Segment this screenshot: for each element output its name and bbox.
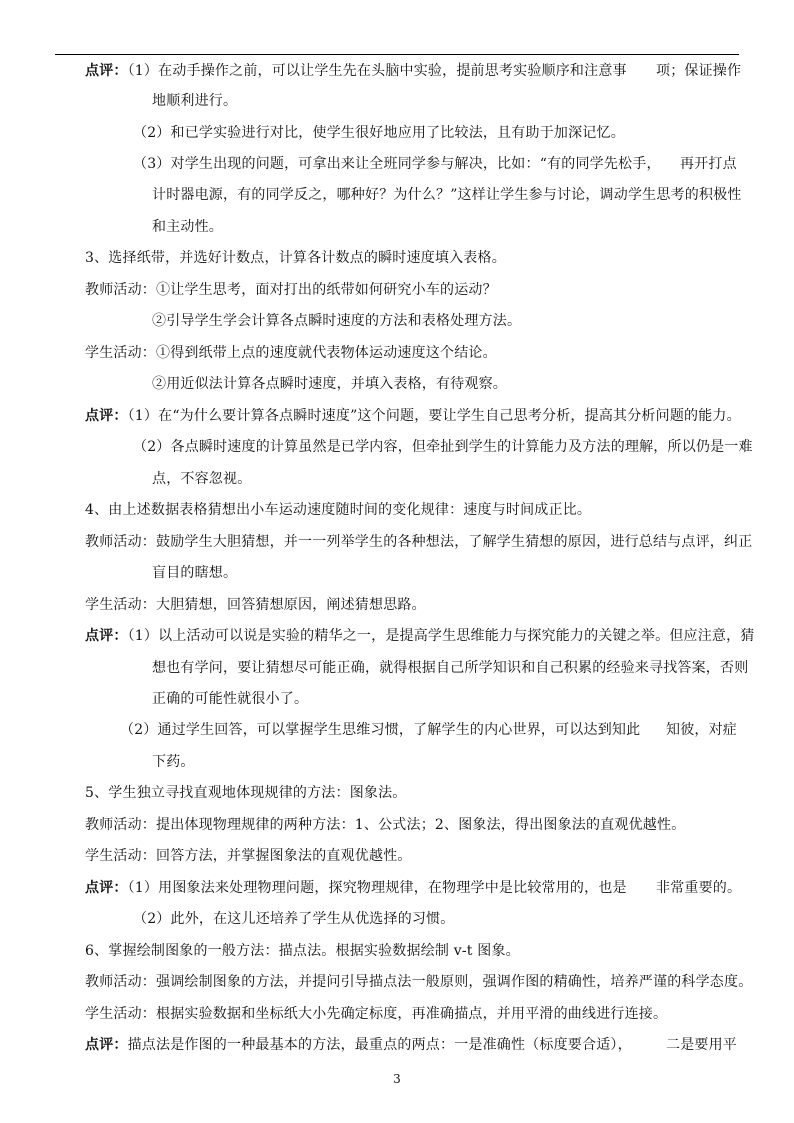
comment-label: 点评：	[85, 880, 128, 896]
text-line	[133, 124, 625, 142]
line-text: （2）和已学实验进行对比，使学生很好地应用了比较法，且有助于加深记忆。	[133, 125, 625, 141]
line-text: （1）用图象法来处理物理问题，探究物理规律，在物理学中是比较常用的，也是	[127, 880, 627, 896]
text-line	[120, 721, 640, 739]
comment-label: 点评：	[85, 628, 128, 644]
line-text: 4、由上述数据表格猜想出小车运动速度随时间的变化规律：速度与时间成正比。	[85, 502, 592, 518]
text-line	[85, 533, 752, 551]
comment-label: 点评：	[85, 408, 128, 424]
line-text: 描点法是作图的一种最基本的方法，最重点的两点：一是准确性（标度要合适），	[127, 1037, 632, 1053]
text-line	[85, 281, 497, 299]
line-text: 和主动性。	[152, 219, 223, 235]
line-text: 学生活动：大胆猜想，回答猜想原因，阐述猜想思路。	[85, 597, 426, 613]
text-line	[152, 218, 223, 236]
text-line	[85, 596, 426, 614]
text-line	[85, 879, 627, 897]
line-text-tail: 项；保证操作	[656, 63, 742, 79]
line-text: 计时器电源，有的同学反之，哪种好？为什么？”这样让学生参与讨论，调动学生思考的积极性	[152, 187, 742, 203]
text-line	[85, 249, 506, 267]
text-line	[152, 564, 237, 582]
line-text: ②用近似法计算各点瞬时速度，并填入表格，有待观察。	[152, 376, 507, 392]
line-text: 学生活动：①得到纸带上点的速度就代表物体运动速度这个结论。	[85, 345, 497, 361]
text-line	[85, 407, 741, 425]
line-text: （3）对学生出现的问题，可拿出来让全班同学参与解决，比如：“有的同学先松手，	[133, 156, 661, 172]
text-line	[85, 344, 497, 362]
text-line	[152, 375, 507, 393]
text-line	[85, 1036, 632, 1054]
line-text: （1）以上活动可以说是实验的精华之一，是提高学生思维能力与探究能力的关键之举。但应注意，猜	[127, 628, 755, 644]
line-text: 下药。	[152, 754, 195, 770]
text-line	[152, 659, 748, 677]
line-text: （1）在“为什么要计算各点瞬时速度”这个问题，要让学生自己思考分析，提高其分析问题的能力。	[127, 408, 741, 424]
line-text: 正确的可能性就很小了。	[152, 691, 309, 707]
line-text: （2）各点瞬时速度的计算虽然是已学内容，但牵扯到学生的计算能力及方法的理解，所以仍是一难	[133, 439, 753, 455]
text-line	[133, 155, 661, 173]
line-text: 教师活动：①让学生思考，面对打出的纸带如何研究小车的运动？	[85, 282, 497, 298]
text-line	[152, 92, 237, 110]
line-text: 6、掌握绘制图象的一般方法：描点法。根据实验数据绘制 v-t 图象。	[85, 943, 520, 959]
text-line	[85, 847, 412, 865]
line-text: 点，不容忽视。	[152, 471, 252, 487]
text-line	[152, 312, 521, 330]
text-line	[85, 62, 627, 80]
comment-label: 点评：	[85, 1037, 128, 1053]
page-number: 3	[393, 1072, 401, 1086]
text-line	[133, 438, 753, 456]
text-line	[152, 470, 251, 488]
line-text-tail: 再开打点	[680, 156, 737, 172]
line-text: 想也有学问，要让猜想尽可能正确，就得根据自己所学知识和自己积累的经验来寻找答案，否则	[152, 660, 749, 676]
line-text: （2）此外，在这儿还培养了学生从优选择的习惯。	[133, 911, 455, 927]
header-rule	[55, 54, 739, 55]
text-line	[85, 973, 752, 991]
comment-label: 点评：	[85, 63, 128, 79]
text-line	[85, 816, 685, 834]
line-text: 5、学生独立寻找直观地体现规律的方法：图象法。	[85, 785, 407, 801]
line-text: 地顺利进行。	[152, 93, 238, 109]
line-text: 学生活动：回答方法，并掌握图象法的直观优越性。	[85, 848, 412, 864]
text-line	[85, 784, 407, 802]
line-text-tail: 知彼，对症	[666, 722, 737, 738]
line-text: （2）通过学生回答，可以掌握学生思维习惯，了解学生的内心世界，可以达到知此	[120, 722, 641, 738]
line-text: 3、选择纸带，并选好计数点，计算各计数点的瞬时速度填入表格。	[85, 250, 506, 266]
line-text: 教师活动：提出体现物理规律的两种方法：1、公式法；2、图象法，得出图象法的直观优越性。	[85, 817, 686, 833]
text-line	[152, 753, 195, 771]
line-text: 盲目的瞎想。	[152, 565, 238, 581]
line-text-tail: 二是要用平	[666, 1037, 737, 1053]
text-line	[85, 942, 520, 960]
text-line	[85, 501, 591, 519]
line-text: （1）在动手操作之前，可以让学生先在头脑中实验，提前思考实验顺序和注意事	[127, 63, 627, 79]
line-text: ②引导学生学会计算各点瞬时速度的方法和表格处理方法。	[152, 313, 522, 329]
text-line	[152, 690, 308, 708]
line-text: 学生活动：根据实验数据和坐标纸大小先确定标度，再准确描点，并用平滑的曲线进行连接。	[85, 1006, 668, 1022]
line-text-tail: 非常重要的。	[656, 880, 742, 896]
text-line	[152, 186, 742, 204]
text-line	[133, 910, 455, 928]
text-line	[85, 1005, 667, 1023]
line-text: 教师活动：鼓励学生大胆猜想，并一一列举学生的各种想法，了解学生猜想的原因，进行总结与点评，纠正	[85, 534, 753, 550]
text-line	[85, 627, 755, 645]
line-text: 教师活动：强调绘制图象的方法，并提问引导描点法一般原则，强调作图的精确性，培养严谨的科学态度。	[85, 974, 753, 990]
